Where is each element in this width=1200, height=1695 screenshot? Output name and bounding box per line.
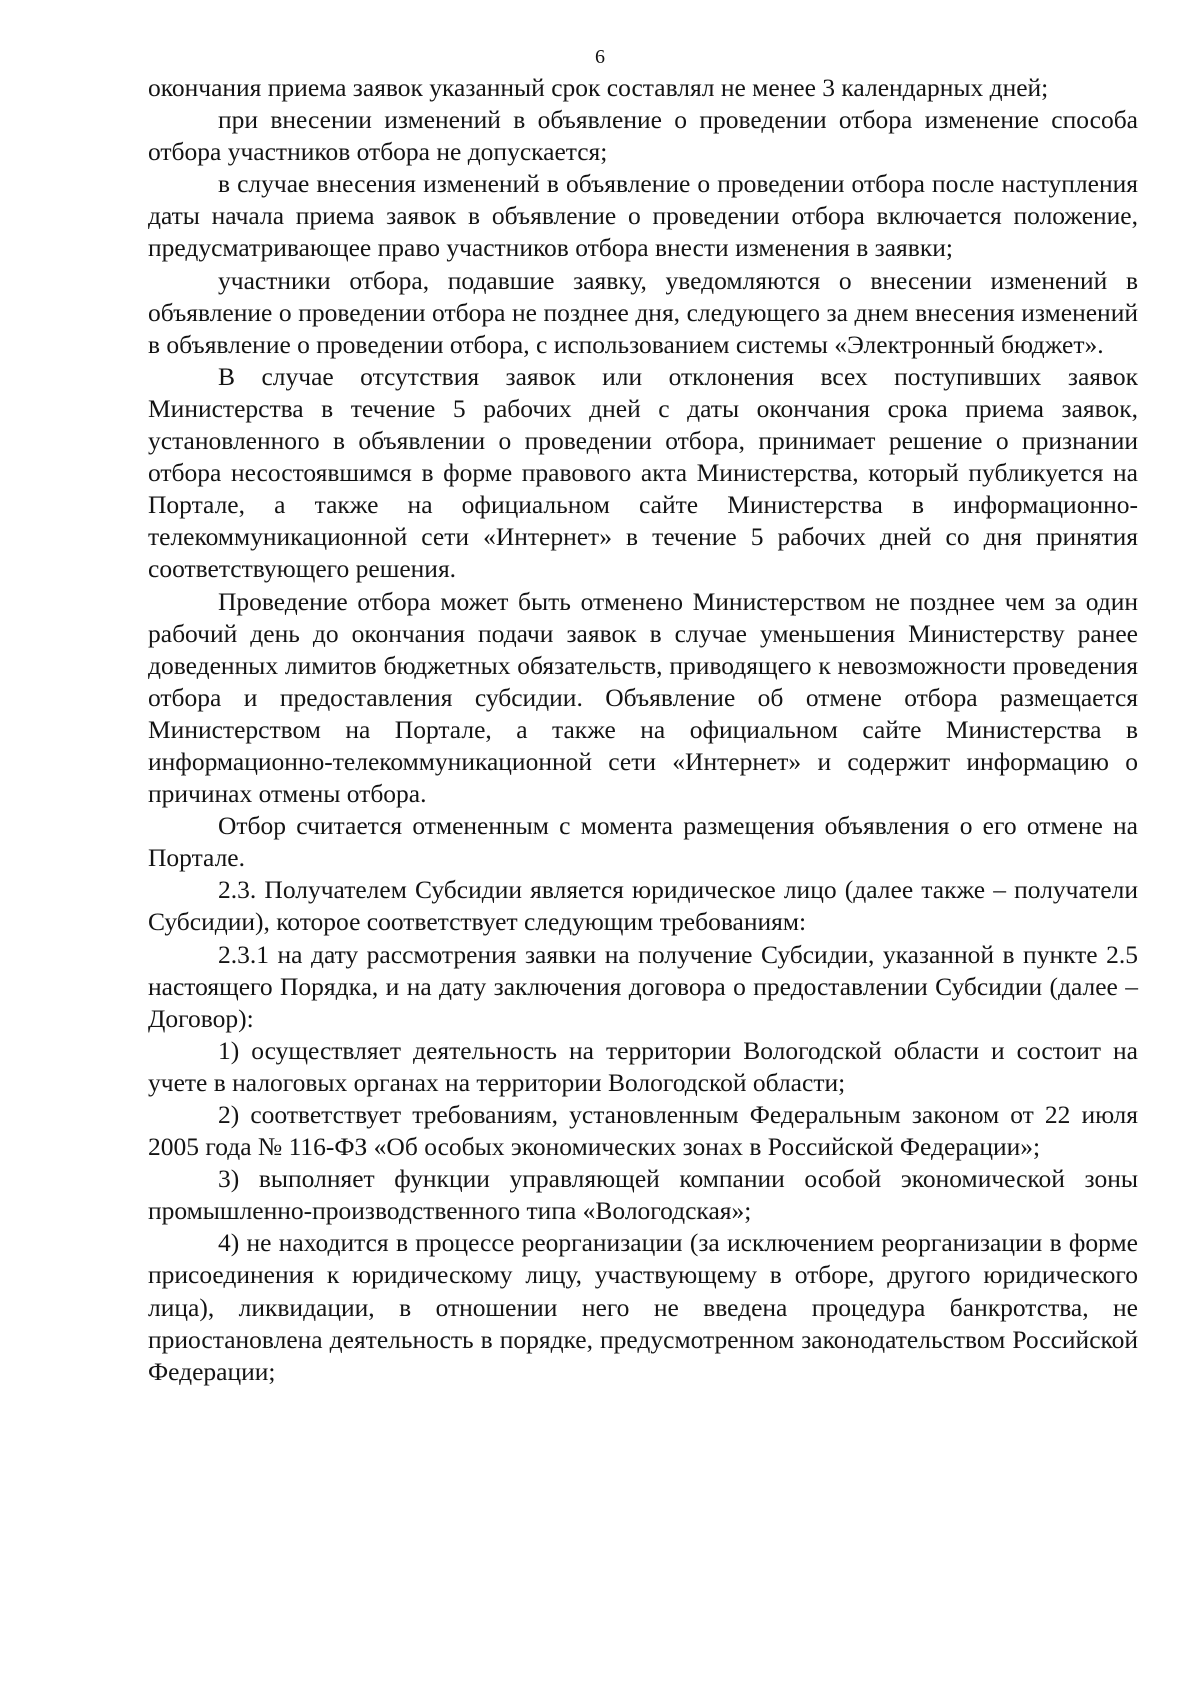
page-number: 6 (595, 46, 605, 68)
paragraph-8: 2.3. Получателем Субсидии является юридическое лицо (далее также – получатели Субсидии), которое соответствует следующим требованиям: (148, 875, 1138, 937)
paragraph-7: Отбор считается отмененным с момента размещения объявления о его отмене на Портале. (148, 811, 1138, 873)
paragraph-12: 3) выполняет функции управляющей компании особой экономической зоны промышленно-производственного типа «Вологодская»; (148, 1164, 1138, 1226)
paragraph-13: 4) не находится в процессе реорганизации (за исключением реорганизации в форме присоединения к юридическому лицу, участвующему в отборе, другого юридического лица), ликвидации, в отношении него не введена процедура банкротства, не приостановлена деятельность в порядке, предусмотренном законодательством Российской Федерации; (148, 1228, 1138, 1386)
document-body (148, 72, 1138, 1388)
paragraph-9: 2.3.1 на дату рассмотрения заявки на получение Субсидии, указанной в пункте 2.5 настоящего Порядка, и на дату заключения договора о предоставлении Субсидии (далее – Договор): (148, 939, 1138, 1033)
paragraph-10: 1) осуществляет деятельность на территории Вологодской области и состоит на учете в налоговых органах на территории Вологодской области; (148, 1035, 1138, 1097)
paragraph-2: при внесении изменений в объявление о проведении отбора изменение способа отбора участников отбора не допускается; (148, 105, 1138, 167)
paragraph-5: В случае отсутствия заявок или отклонения всех поступивших заявок Министерства в течение 5 рабочих дней с даты окончания срока приема заявок, установленного в объявлении о проведении отбора, принимает решение о признании отбора несостоявшимся в форме правового акта Министерства, который публикуется на Портале, а также на официальном сайте Министерства в информационно-телекоммуникационной сети «Интернет» в течение 5 рабочих дней со дня принятия соответствующего решения. (148, 361, 1138, 584)
paragraph-11: 2) соответствует требованиям, установленным Федеральным законом от 22 июля 2005 года № 116-ФЗ «Об особых экономических зонах в Российской Федерации»; (148, 1100, 1138, 1162)
paragraph-6: Проведение отбора может быть отменено Министерством не позднее чем за один рабочий день до окончания подачи заявок в случае уменьшения Министерству ранее доведенных лимитов бюджетных обязательств, приводящего к невозможности проведения отбора и предоставления субсидии. Объявление об отмене отбора размещается Министерством на Портале, а также на официальном сайте Министерства в информационно-телекоммуникационной сети «Интернет» и содержит информацию о причинах отмены отбора. (148, 586, 1138, 809)
paragraph-3: в случае внесения изменений в объявление о проведении отбора после наступления даты начала приема заявок в объявление о проведении отбора включается положение, предусматривающее право участников отбора внести изменения в заявки; (148, 169, 1138, 263)
paragraph-1: окончания приема заявок указанный срок составлял не менее 3 календарных дней; (148, 73, 1049, 102)
paragraph-4: участники отбора, подавшие заявку, уведомляются о внесении изменений в объявление о проведении отбора не позднее дня, следующего за днем внесения изменений в объявление о проведении отбора, с использованием системы «Электронный бюджет». (148, 265, 1138, 359)
